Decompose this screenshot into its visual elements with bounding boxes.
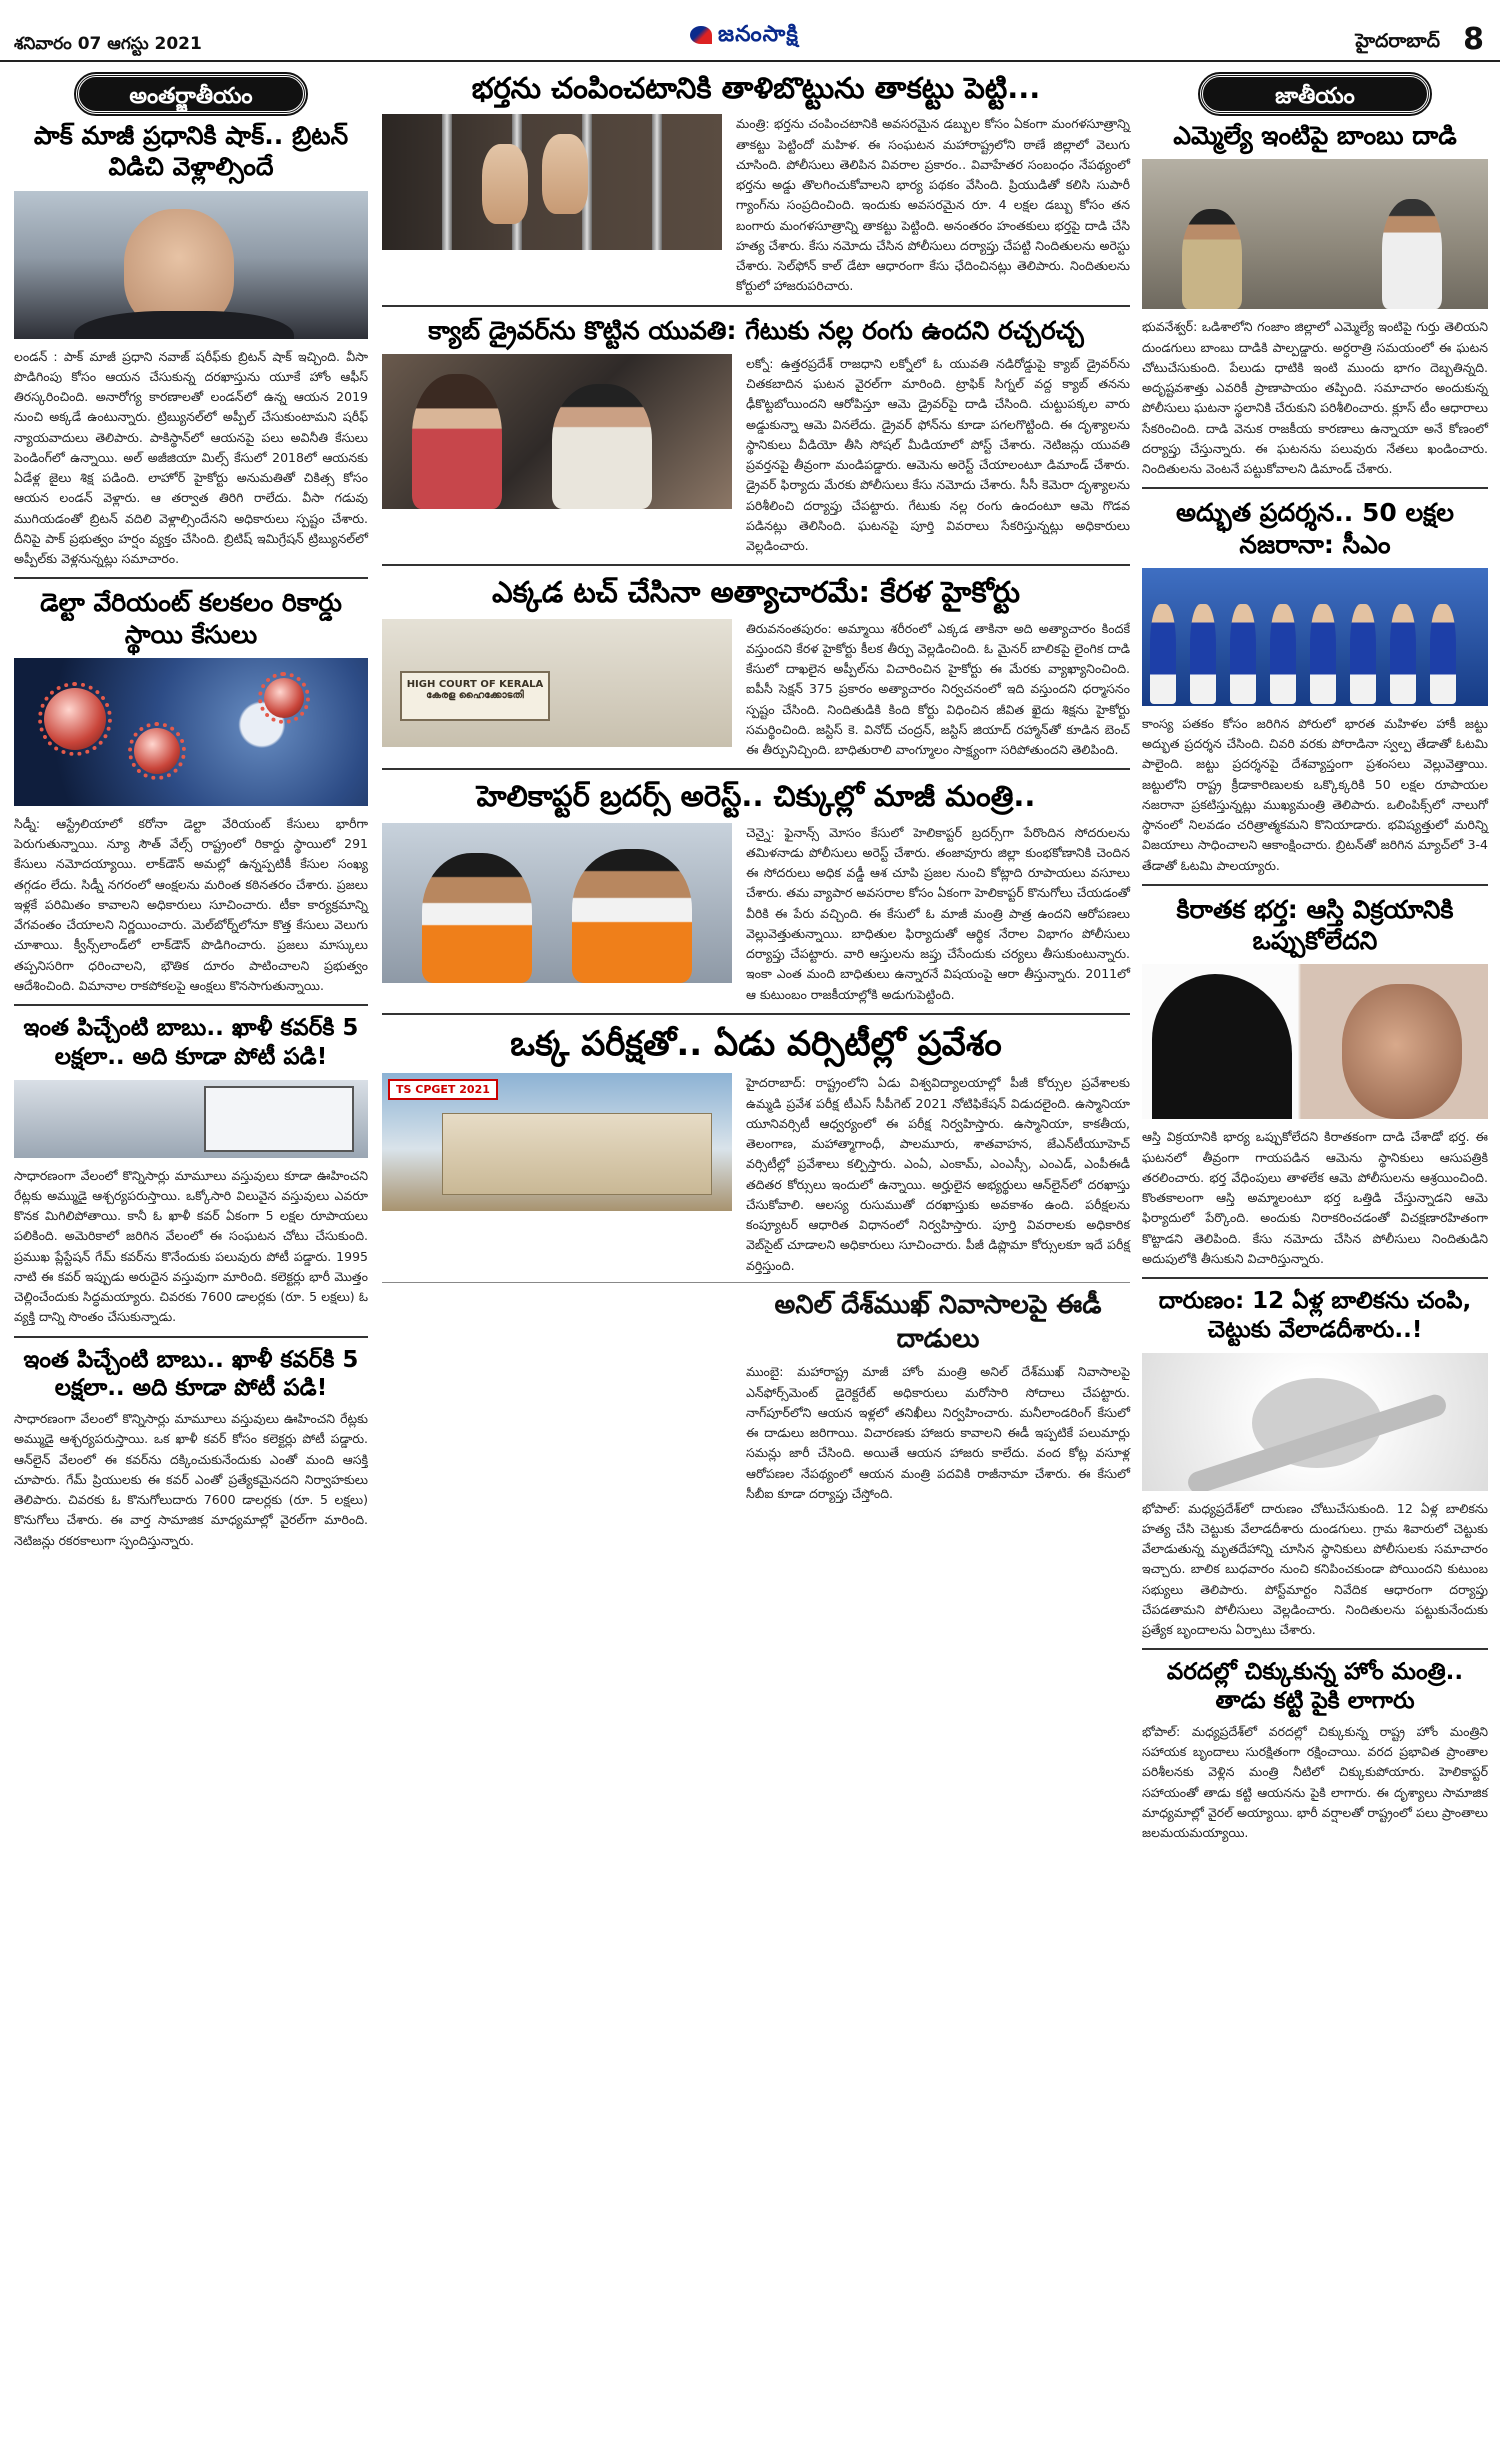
photo-helicopter-brothers <box>382 823 732 983</box>
player-shape <box>1310 604 1336 704</box>
player-shape <box>1350 604 1376 704</box>
photo-screen-shape <box>204 1086 354 1152</box>
divider <box>382 564 1130 566</box>
photo-auction-cover <box>14 1080 368 1158</box>
article-home-minister-flood <box>1142 1658 1488 1843</box>
logo-text: జనంసాక్షి <box>718 22 799 47</box>
person-shape <box>412 374 502 509</box>
headline-delta: డెల్టా వేరియంట్ కలకలం రికార్డు స్థాయి కేసులు <box>40 588 342 649</box>
body-husband-murder: మంత్రి: భర్తను చంపించటానికి అవసరమైన డబ్బుల కోసం ఏకంగా మంగళసూత్రాన్ని తాకట్టు పెట్టిందో మహిళ. ఈ సంఘటన మహారాష్ట్రలోని ఠాణే జిల్లాలో వెలుగు చూసింది. పోలీసులు తెలిపిన వివరాల ప్రకారం.. వివాహేతర సంబంధం నేపథ్యంలో భర్తను అడ్డు తొలగించుకోవాలని భార్య పథకం వేసింది. ప్రియుడితో కలిసి సుపారీ గ్యాంగ్‌ను సంప్రదించింది. ఇందుకు అవసరమైన రూ. 4 లక్షల డబ్బు కోసం తన బంగారు మంగళసూత్రాన్ని తాకట్టు పెట్టింది. అనంతరం హంతకులు భర్తపై దాడి చేసి హత్య చేశారు. కేసు నమోదు చేసిన పోలీసులు దర్యాప్తు చేపట్టి నిందితులను అరెస్టు చేశారు. సెల్‌ఫోన్ కాల్ డేటా ఆధారంగా కేసు ఛేదించినట్లు తెలిపారు. నిందితులను కోర్టులో హాజరుపరిచారు. <box>736 116 1130 294</box>
body-hockey: కాంస్య పతకం కోసం జరిగిన పోరులో భారత మహిళల హాకీ జట్టు అద్భుత ప్రదర్శన చేసింది. చివరి వరకు పోరాడినా స్వల్ప తేడాతో ఓటమి పాలైంది. జట్టు ప్రదర్శనపై దేశవ్యాప్తంగా ప్రశంసలు వెల్లువెత్తాయి. జట్టులోని రాష్ట్ర క్రీడాకారిణులకు ఒక్కొక్కరికి 50 లక్షల రూపాయల నజరానా ప్రకటిస్తున్నట్లు ముఖ్యమంత్రి తెలిపారు. ఒలింపిక్స్‌లో నాలుగో స్థానంలో నిలవడం చరిత్రాత్మకమని కొనియాడారు. భవిష్యత్తులో మరిన్ని విజయాలు సాధించాలని ఆకాంక్షించారు. బ్రిటన్‌తో జరిగిన మ్యాచ్‌లో 3-4 తేడాతో ఓటమి పాలయ్యారు. <box>1142 715 1488 873</box>
divider <box>14 1336 368 1338</box>
photo-kerala-high-court <box>382 619 732 747</box>
divider <box>382 768 1130 770</box>
body-pak-pm: లండన్ : పాక్ మాజీ ప్రధాని నవాజ్ షరీఫ్‌కు బ్రిటన్ షాక్ ఇచ్చింది. వీసా పొడిగింపు కోసం ఆయన చేసుకున్న దరఖాస్తును యూకే హోం ఆఫీస్ తిరస్కరించింది. అనారోగ్య కారణాలతో లండన్‌లో ఉన్న ఆయన 2019 నుంచి అక్కడే ఉంటున్నారు. ట్రిబ్యునల్‌లో అప్పీల్ చేసుకుంటామని షరీఫ్ న్యాయవాదులు తెలిపారు. పాకిస్థాన్‌లో ఆయనపై పలు అవినీతి కేసులు పెండింగ్‌లో ఉన్నాయి. అల్ అజీజియా మిల్స్ కేసులో 2018లో ఆయనకు ఏడేళ్ల జైలు శిక్ష పడింది. లాహోర్ హైకోర్టు అనుమతితో చికిత్స కోసం ఆయన లండన్ వెళ్లారు. ఆ తర్వాత తిరిగి రాలేదు. వీసా గడువు ముగియడంతో బ్రిటన్ వదిలి వెళ్లాల్సిందేనని అధికారులు స్పష్టం చేశారు. దీనిపై పాక్ ప్రభుత్వం హర్షం వ్యక్తం చేసింది. బ్రిటిష్ ఇమిగ్రేషన్ ట్రిబ్యునల్‌లో అప్పీల్‌కు వెళ్లనున్నట్లు సమాచారం. <box>14 348 368 566</box>
headline-hockey: అద్భుత ప్రదర్శన.. 50 లక్షల నజరానా: సీఎం <box>1176 498 1454 559</box>
section-tag-national: జాతీయం <box>1200 74 1430 114</box>
newspaper-logo <box>690 22 799 52</box>
divider <box>382 305 1130 307</box>
article-husband-murder <box>382 70 1130 297</box>
headline-anil-deshmukh: అనిల్ దేశ్‌ముఖ్ నివాసాలపై ఈడీ దాడులు <box>774 1289 1102 1354</box>
body-girl-murder: భోపాల్: మధ్యప్రదేశ్‌లో దారుణం చోటుచేసుకుంది. 12 ఏళ్ల బాలికను హత్య చేసి చెట్టుకు వేలాడదీశారు దుండగులు. గ్రామ శివారులో చెట్టుకు వేలాడుతున్న మృతదేహాన్ని చూసిన స్థానికులు పోలీసులకు సమాచారం ఇచ్చారు. బాలిక బుధవారం నుంచి కనిపించకుండా పోయిందని కుటుంబ సభ్యులు తెలిపారు. పోస్ట్‌మార్టం నివేదిక ఆధారంగా దర్యాప్తు చేపడతామని పోలీసులు వెల్లడించారు. నిందితులను పట్టుకునేందుకు ప్రత్యేక బృందాలను ఏర్పాటు చేశారు. <box>1142 1500 1488 1637</box>
masthead <box>0 0 1500 62</box>
article-cpget <box>382 1023 1130 1504</box>
body-cover-auction-2: సాధారణంగా వేలంలో కొన్నిసార్లు మామూలు వస్తువులు ఊహించని రేట్లకు అమ్ముడై ఆశ్చర్యపరుస్తాయి. ఒక ఖాళీ కవర్ కోసం కలెక్టర్లు పోటీ పడ్డారు. ఆన్‌లైన్ వేలంలో ఈ కవర్‌ను దక్కించుకునేందుకు ఎంతో మంది ఆసక్తి చూపారు. గేమ్ ప్రియులకు ఈ కవర్ ఎంతో ప్రత్యేకమైనదని నిర్వాహకులు తెలిపారు. చివరకు ఓ కొనుగోలుదారు 7600 డాలర్లకు (రూ. 5 లక్షలు) కొనుగోలు చేశారు. ఈ వార్త సామాజిక మాధ్యమాల్లో వైరల్‌గా మారింది. నెటిజన్లు రకరకాలుగా స్పందిస్తున్నారు. <box>14 1411 368 1548</box>
left-column <box>14 66 368 1551</box>
bar-shape <box>652 114 662 250</box>
divider <box>1142 487 1488 489</box>
article-cover-auction-1 <box>14 1014 368 1328</box>
section-tag-international: అంతర్జాతీయం <box>76 74 306 114</box>
divider <box>1142 1648 1488 1650</box>
body-home-minister-flood: భోపాల్: మధ్యప్రదేశ్‌లో వరదల్లో చిక్కుకున్న రాష్ట్ర హోం మంత్రిని సహాయక బృందాలు సురక్షితంగా రక్షించాయి. వరద ప్రభావిత ప్రాంతాల పరిశీలనకు వెళ్లిన మంత్రి నీటిలో చిక్కుకుపోయారు. హెలికాప్టర్ సహాయంతో తాడు కట్టి ఆయనను పైకి లాగారు. ఈ దృశ్యాలు సామాజిక మాధ్యమాల్లో వైరల్ అయ్యాయి. భారీ వర్షాలతో రాష్ట్రంలో పలు ప్రాంతాలు జలమయమయ్యాయి. <box>1142 1723 1488 1840</box>
headline-girl-murder: దారుణం: 12 ఏళ్ల బాలికను చంపి, చెట్టుకు వేలాడదీశారు..! <box>1158 1288 1472 1343</box>
photo-bomb-site <box>1142 159 1488 309</box>
body-anil-deshmukh: ముంబై: మహారాష్ట్ర మాజీ హోం మంత్రి అనిల్ దేశ్‌ముఖ్ నివాసాలపై ఎన్‌ఫోర్స్‌మెంట్ డైరెక్టరేట్ అధికారులు మరోసారి సోదాలు చేపట్టారు. నాగ్‌పూర్‌లోని ఆయన ఇళ్లలో తనిఖీలు నిర్వహించారు. మనీలాండరింగ్ కేసులో ఈ దాడులు జరిగాయి. విచారణకు హాజరు కావాలని ఈడీ ఇప్పటికే పలుమార్లు సమన్లు జారీ చేసింది. అయితే ఆయన హాజరు కాలేదు. వంద కోట్ల వసూళ్ల ఆరోపణల నేపథ్యంలో ఆయన మంత్రి పదవికి రాజీనామా చేశారు. ఈ కేసులో సీబీఐ కూడా దర్యాప్తు చేస్తోంది. <box>746 1364 1130 1501</box>
virus-icon <box>264 678 304 718</box>
divider <box>14 1004 368 1006</box>
article-pak-pm <box>14 120 368 569</box>
photo-prison-bars <box>382 114 722 250</box>
headline-kerala-hc: ఎక్కడ టచ్ చేసినా అత్యాచారమే: కేరళ హైకోర్టు <box>492 575 1020 610</box>
article-girl-murder <box>1142 1287 1488 1640</box>
player-shape <box>1190 604 1216 704</box>
body-delta: సిడ్నీ: ఆస్ట్రేలియాలో కరోనా డెల్టా వేరియంట్ కేసులు భారీగా పెరుగుతున్నాయి. న్యూ సౌత్ వేల్స్ రాష్ట్రంలో రికార్డు స్థాయిలో 291 కేసులు నమోదయ్యాయి. లాక్‌డౌన్ అమల్లో ఉన్నప్పటికీ కేసుల సంఖ్య తగ్గడం లేదు. సిడ్నీ నగరంలో ఆంక్షలను మరింత కఠినతరం చేశారు. ప్రజలు ఇళ్లకే పరిమితం కావాలని అధికారులు సూచించారు. టీకా కార్యక్రమాన్ని వేగవంతం చేయాలని నిర్ణయించారు. మెల్‌బోర్న్‌లోనూ కొత్త కేసులు వెలుగు చూశాయి. క్వీన్స్‌లాండ్‌లో లాక్‌డౌన్ పొడిగించారు. ప్రజలు మాస్కులు తప్పనిసరిగా ధరించాలని, భౌతిక దూరం పాటించాలని ప్రభుత్వం ఆదేశించింది. విమానాల రాకపోకలపై ఆంక్షలు కొనసాగుతున్నాయి. <box>14 815 368 993</box>
article-cab-driver <box>382 315 1130 557</box>
photo-osmania-university <box>382 1073 732 1211</box>
article-delta <box>14 587 368 996</box>
body-helicopter-brothers: చెన్నై: ఫైనాన్స్ మోసం కేసులో హెలికాప్టర్ బ్రదర్స్‌గా పేరొందిన సోదరులను తమిళనాడు పోలీసులు అరెస్ట్ చేశారు. తంజావూరు జిల్లా కుంభకోణానికి చెందిన ఈ సోదరులు అధిక వడ్డీ ఆశ చూపి ప్రజల నుంచి కోట్లాది రూపాయలు వసూలు చేశారు. తమ వ్యాపార అవసరాల కోసం ఏకంగా హెలికాప్టర్ కొనుగోలు చేయడంతో వీరికి ఈ పేరు వచ్చింది. ఈ కేసులో ఓ మాజీ మంత్రి పాత్ర ఉందని ఆరోపణలు వెల్లువెత్తుతున్నాయి. బాధితుల ఫిర్యాదుతో ఆర్థిక నేరాల విభాగం పోలీసులు దర్యాప్తు చేపట్టారు. వారి ఆస్తులను జప్తు చేసేందుకు చర్యలు తీసుకుంటున్నారు. ఇంకా ఎంత మంది బాధితులు ఉన్నారనే విషయంపై ఆరా తీస్తున్నారు. 2011లో ఆ కుటుంబం రాజకీయాల్లోకి అడుగుపెట్టింది. <box>746 824 1130 1002</box>
silhouette-shape <box>1152 974 1292 1119</box>
article-cruel-husband <box>1142 894 1488 1269</box>
headline-cover-auction-1: ఇంత పిచ్చేంటి బాబు.. ఖాళీ కవర్‌కి 5 లక్షలా.. అది కూడా పోటీ పడి! <box>23 1015 359 1070</box>
court-sign-malayalam: കേരള ഹൈക്കോടതി <box>426 689 524 701</box>
body-kerala-hc: తిరువనంతపురం: అమ్మాయి శరీరంలో ఎక్కడ తాకినా అది అత్యాచారం కిందకే వస్తుందని కేరళ హైకోర్టు కీలక తీర్పు వెల్లడించింది. ఓ మైనర్ బాలికపై లైంగిక దాడి కేసులో దాఖలైన అప్పీల్‌ను విచారించిన హైకోర్టు ఈ మేరకు వ్యాఖ్యానించింది. ఐపీసీ సెక్షన్ 375 ప్రకారం అత్యాచారం నిర్వచనంలో ఇది వస్తుందని ధర్మాసనం స్పష్టం చేసింది. నిందితుడికి కింది కోర్టు విధించిన జీవిత ఖైదు శిక్షను హైకోర్టు సమర్థించింది. జస్టిస్ కె. వినోద్ చంద్రన్, జస్టిస్ జియాద్ రహ్మాన్‌తో కూడిన బెంచ్ ఈ తీర్పునిచ్చింది. బాధితురాలి వాంగ్మూలం సాక్ష్యంగా సరిపోతుందని తెలిపింది. <box>746 620 1130 757</box>
hand-shape <box>542 134 588 214</box>
article-row <box>382 823 1130 1005</box>
headline-cab-driver: క్యాబ్ డ్రైవర్‌ను కొట్టిన యువతి: గేటుకు నల్ల రంగు ఉందని రచ్చరచ్చ <box>428 315 1084 345</box>
article-row <box>382 114 1130 296</box>
divider <box>1142 884 1488 886</box>
article-row <box>382 354 1130 557</box>
divider <box>382 1013 1130 1015</box>
divider <box>1142 1277 1488 1279</box>
body-cab-driver: లక్నో: ఉత్తరప్రదేశ్ రాజధాని లక్నోలో ఓ యువతి నడిరోడ్డుపై క్యాబ్ డ్రైవర్‌ను చితకబాదిన ఘటన వైరల్‌గా మారింది. ట్రాఫిక్ సిగ్నల్ వద్ద క్యాబ్ తనను ఢీకొట్టబోయిందని ఆరోపిస్తూ ఆమె డ్రైవర్‌పై దాడి చేసింది. చుట్టుపక్కల వారు అడ్డుకున్నా ఆమె వినలేదు. డ్రైవర్ ఫోన్‌ను కూడా పగలగొట్టింది. ఈ దృశ్యాలను స్థానికులు వీడియో తీసి సోషల్ మీడియాలో పోస్ట్ చేశారు. నెటిజన్లు యువతి ప్రవర్తనపై తీవ్రంగా మండిపడ్డారు. ఆమెను అరెస్ట్ చేయాలంటూ డిమాండ్ చేశారు. డ్రైవర్ ఫిర్యాదు మేరకు పోలీసులు కేసు నమోదు చేశారు. సీసీ కెమెరా దృశ్యాలను పరిశీలించి దర్యాప్తు చేపట్టారు. గేటుకు నల్ల రంగు ఉందంటూ ఆమె గొడవ పడినట్లు తెలిసింది. ఘటనపై పూర్తి వివరాలు సేకరిస్తున్నట్లు అధికారులు వెల్లడించారు. <box>746 355 1130 553</box>
headline-helicopter-brothers: హెలికాప్టర్ బ్రదర్స్ అరెస్ట్.. చిక్కుల్లో మాజీ మంత్రి.. <box>476 779 1036 814</box>
divider <box>14 577 368 579</box>
right-column <box>1142 66 1488 1843</box>
building-shape <box>442 1113 712 1195</box>
headline-pak-pm: పాక్ మాజీ ప్రధానికి షాక్.. బ్రిటన్ విడిచి వెళ్లాల్సిందే <box>33 121 349 182</box>
photo-suit-shape <box>74 311 294 339</box>
face-shape <box>1342 984 1462 1119</box>
logo-mark-icon <box>690 26 712 44</box>
person-shape <box>572 849 692 983</box>
person-shape <box>1182 209 1242 309</box>
player-shape <box>1430 604 1456 704</box>
headline-mla-bomb: ఎమ్మెల్యే ఇంటిపై బాంబు దాడి <box>1173 121 1457 150</box>
player-shape <box>1230 604 1256 704</box>
headline-home-minister-flood: వరదల్లో చిక్కుకున్న హోం మంత్రి.. తాడు కట్టి పైకి లాగారు <box>1166 1659 1464 1714</box>
article-mla-bomb <box>1142 120 1488 479</box>
photo-girl-illustration <box>1142 1353 1488 1491</box>
article-hockey <box>1142 497 1488 876</box>
body-cruel-husband: ఆస్తి విక్రయానికి భార్య ఒప్పుకోలేదని కిరాతకంగా దాడి చేశాడో భర్త. ఈ ఘటనలో తీవ్రంగా గాయపడిన ఆమెను స్థానికులు ఆసుపత్రికి తరలించారు. భర్త వేధింపులు తాళలేక ఆమె పోలీసులను ఆశ్రయించింది. కొంతకాలంగా ఆస్తి అమ్మాలంటూ భర్త ఒత్తిడి చేస్తున్నాడని ఆమె ఫిర్యాదులో పేర్కొంది. అందుకు నిరాకరించడంతో విచక్షణారహితంగా కొట్టాడని తెలిపింది. కేసు నమోదు చేసిన పోలీసులు నిందితుడిని అదుపులోకి తీసుకుని విచారిస్తున్నారు. <box>1142 1129 1488 1266</box>
person-shape <box>422 853 532 983</box>
article-helicopter-brothers <box>382 778 1130 1005</box>
headline-cruel-husband: కిరాతక భర్త: ఆస్తి విక్రయానికి ఒప్పుకోలేదని <box>1176 894 1454 955</box>
person-shape <box>1382 199 1442 309</box>
body-mla-bomb: భువనేశ్వర్: ఒడిశాలోని గంజాం జిల్లాలో ఎమ్మెల్యే ఇంటిపై గుర్తు తెలియని దుండగులు బాంబు దాడికి పాల్పడ్డారు. అర్ధరాత్రి సమయంలో ఈ ఘటన చోటుచేసుకుంది. పేలుడు ధాటికి ఇంటి ముందు భాగం దెబ్బతిన్నది. అదృష్టవశాత్తు ఎవరికీ ప్రాణాపాయం తప్పింది. సమాచారం అందుకున్న పోలీసులు ఘటనా స్థలానికి చేరుకుని పరిశీలించారు. క్లూస్ టీం ఆధారాలు సేకరించింది. దాడి వెనుక రాజకీయ కారణాలు ఉన్నాయా అనే కోణంలో దర్యాప్తు చేస్తున్నారు. ఈ ఘటనను పలువురు నేతలు ఖండించారు. నిందితులను వెంటనే పట్టుకోవాలని డిమాండ్ చేశారు. <box>1142 319 1488 476</box>
body-cpget: హైదరాబాద్: రాష్ట్రంలోని ఏడు విశ్వవిద్యాలయాల్లో పీజీ కోర్సుల ప్రవేశాలకు ఉమ్మడి ప్రవేశ పరీక్ష టీఎస్ సీపీగెట్ 2021 నోటిఫికేషన్ విడుదలైంది. ఉస్మానియా యూనివర్సిటీ ఆధ్వర్యంలో ఈ పరీక్ష నిర్వహిస్తారు. ఉస్మానియా, కాకతీయ, తెలంగాణ, మహాత్మాగాంధీ, పాలమూరు, శాతవాహన, జేఎన్‌టీయూహెచ్ వర్సిటీల్లో ప్రవేశాలు కల్పిస్తారు. ఎంఏ, ఎంకామ్, ఎంఎస్సీ, ఎంఎడ్, ఎంపీఈడీ తదితర కోర్సులు ఇందులో ఉన్నాయి. అర్హులైన అభ్యర్థులు ఆన్‌లైన్‌లో దరఖాస్తు చేసుకోవాలి. ఆలస్య రుసుముతో దరఖాస్తుకు అవకాశం ఉంది. పరీక్షలను కంప్యూటర్ ఆధారిత విధానంలో నిర్వహిస్తారు. పూర్తి వివరాలకు అధికారిక వెబ్‌సైట్ చూడాలని అధికారులు సూచించారు. పీజీ డిప్లొమా కోర్సులకూ ఇదే పరీక్ష వర్తిస్తుంది. <box>746 1075 1130 1273</box>
virus-icon <box>44 688 106 750</box>
player-shape <box>1390 604 1416 704</box>
person-shape <box>552 384 652 509</box>
body-cover-auction-1: సాధారణంగా వేలంలో కొన్నిసార్లు మామూలు వస్తువులు కూడా ఊహించని రేట్లకు అమ్ముడై ఆశ్చర్యపరుస్తాయి. ఒక్కోసారి విలువైన వస్తువులు ఎవరూ కొనక మిగిలిపోతాయి. కానీ ఓ ఖాళీ కవర్ ఏకంగా 5 లక్షల రూపాయలు పలికింది. అమెరికాలో జరిగిన వేలంలో ఈ సంఘటన చోటు చేసుకుంది. ప్రముఖ ప్లేస్టేషన్ గేమ్ కవర్‌ను కొనేందుకు పలువురు పోటీ పడ్డారు. 1995 నాటి ఈ కవర్ ఇప్పుడు అరుదైన వస్తువుగా మారింది. కలెక్టర్లు భారీ మొత్తం చెల్లించేందుకు సిద్ధమయ్యారు. చివరకు 7600 డాలర్లకు (రూ. 5 లక్షలు) ఓ వ్యక్తి దాన్ని సొంతం చేసుకున్నాడు. <box>14 1167 368 1325</box>
headline-husband-murder: భర్తను చంపించటానికి తాళిబొట్టును తాకట్టు పెట్టి... <box>471 71 1041 105</box>
article-anil-deshmukh <box>746 1289 1130 1504</box>
article-row <box>382 619 1130 761</box>
hand-shape <box>482 144 528 224</box>
issue-date: శనివారం 07 ఆగస్టు 2021 <box>14 34 202 54</box>
middle-column <box>382 66 1130 1504</box>
edition-city: హైదరాబాద్ <box>1355 30 1440 52</box>
headline-cover-auction-2: ఇంత పిచ్చేంటి బాబు.. ఖాళీ కవర్‌కి 5 లక్షలా.. అది కూడా పోటీ పడి! <box>23 1346 359 1402</box>
divider <box>382 1282 1130 1283</box>
article-sub-column <box>382 114 722 296</box>
photo-hockey-team <box>1142 568 1488 706</box>
headline-cpget: ఒక్క పరీక్షతో.. ఏడు వర్సిటీల్లో ప్రవేశం <box>510 1023 1002 1064</box>
court-sign-english: HIGH COURT OF KERALA <box>406 678 544 690</box>
court-signboard <box>400 671 550 721</box>
photo-coronavirus <box>14 658 368 806</box>
article-cover-auction-2 <box>14 1346 368 1551</box>
virus-icon <box>134 728 180 774</box>
photo-nawaz-sharif <box>14 191 368 339</box>
article-row <box>382 1073 1130 1276</box>
article-kerala-hc <box>382 574 1130 760</box>
player-shape <box>1150 604 1176 704</box>
player-shape <box>1270 604 1296 704</box>
photo-cab-fight <box>382 354 732 509</box>
photo-cruel-husband <box>1142 964 1488 1119</box>
bar-shape <box>442 114 452 250</box>
page-number: 8 <box>1463 22 1484 57</box>
cpget-badge: TS CPGET 2021 <box>388 1079 498 1100</box>
